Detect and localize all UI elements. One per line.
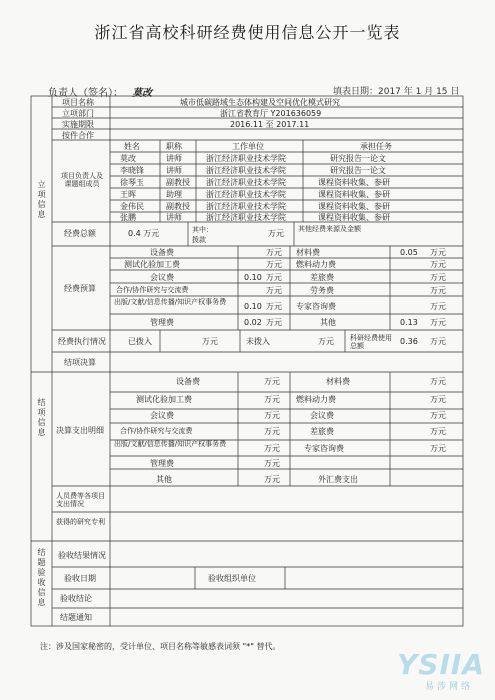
budget-item-value: 0.10 [244, 273, 262, 282]
members-header-title: 职称 [166, 142, 182, 151]
label-project-name: 项目名称 [62, 98, 94, 107]
section-project-info: 立项信息 [37, 180, 46, 220]
budget-right-name: 燃料动力费 [296, 260, 336, 269]
member-unit: 浙江经济职业技术学院 [206, 154, 286, 163]
member-name: 张鹏 [120, 213, 136, 222]
member-title: 副教授 [166, 202, 190, 211]
label-members: 项目负责人及课题组成员 [61, 172, 103, 188]
budget-item-name: 管理费 [150, 318, 174, 327]
budget-item-name: 会议费 [150, 273, 174, 282]
budget-item-unit: 万元 [266, 286, 282, 295]
member-name: 李晓锋 [120, 166, 144, 175]
member-task: 课程资料收集、参研 [318, 178, 390, 187]
member-unit: 浙江经济职业技术学院 [206, 213, 286, 222]
budget-right-unit: 万元 [430, 302, 446, 311]
section-settlement: 结项信息 [37, 398, 46, 438]
budget-right-value: 0.13 [400, 318, 418, 327]
section-acceptance: 结题验收信息 [37, 548, 46, 608]
budget-right-unit: 万元 [430, 248, 446, 257]
member-name: 徐琴玉 [120, 178, 144, 187]
budget-item-name: 测试化验加工费 [124, 260, 180, 269]
expense-left: 设备费 [176, 377, 200, 386]
watermark-sub: 易涉网络 [425, 682, 474, 692]
footer-note: 注：涉及国家秘密的，受计单位、项目名称等敏感表词须 "*" 替代。 [40, 642, 281, 651]
label-funding-total: 经费总额 [64, 229, 96, 238]
budget-item-name: 设备费 [150, 248, 174, 257]
budget-item-unit: 万元 [266, 318, 282, 327]
budget-item-unit: 万元 [266, 273, 282, 282]
expense-unit: 万元 [430, 444, 446, 453]
expense-right: 差旅费 [310, 427, 334, 436]
expense-unit: 万元 [264, 444, 280, 453]
label-acceptance-conclusion: 验收结论 [60, 594, 92, 603]
expense-left: 测试化验加工费 [136, 395, 192, 404]
label-output-1: 人员费等各项目支出情况 [56, 492, 105, 508]
budget-right-name: 劳务费 [310, 286, 334, 295]
execution-unallocated-unit: 万元 [318, 337, 334, 346]
label-settlement: 结项决算 [64, 358, 96, 367]
member-unit: 浙江经济职业技术学院 [206, 202, 286, 211]
member-name: 莫改 [120, 154, 136, 163]
budget-right-value: 0.05 [400, 248, 418, 257]
budget-right-name: 材料费 [296, 248, 320, 257]
value-project-name: 城市低碳路域生态体构建及空间优化模式研究 [180, 98, 340, 107]
member-task: 研究报告一论文 [330, 166, 386, 175]
expense-unit: 万元 [264, 377, 280, 386]
expense-right: 外汇费支出 [318, 475, 358, 484]
execution-allocated-unit: 万元 [202, 337, 218, 346]
execution-total-unit: 万元 [430, 337, 446, 346]
execution-total-value: 0.36 [400, 337, 418, 346]
member-unit: 浙江经济职业技术学院 [206, 166, 286, 175]
expense-unit: 万元 [264, 411, 280, 420]
execution-total-label: 科研经费使用总额 [350, 334, 392, 350]
label-department: 立项部门 [62, 109, 94, 118]
label-acceptance-result: 验收结果情况 [58, 551, 106, 560]
responsible-label: 负责人（签名）： [48, 88, 123, 99]
expense-unit: 万元 [264, 395, 280, 404]
label-acceptance-unit: 验收组织单位 [208, 574, 256, 583]
expense-right: 材料费 [326, 377, 350, 386]
budget-item-unit: 万元 [266, 302, 282, 311]
member-title: 讲师 [166, 154, 182, 163]
label-other-funding: 其他经费来源及金额 [298, 225, 361, 233]
member-unit: 浙江经济职业技术学院 [206, 178, 286, 187]
execution-unallocated-label: 未拨入 [246, 337, 270, 346]
members-header-unit: 工作单位 [232, 142, 264, 151]
label-execution: 经费执行情况 [58, 337, 106, 346]
label-completion-notice: 结题通知 [60, 613, 92, 622]
signature: 莫改 [132, 88, 153, 99]
label-acceptance-date: 验收日期 [64, 574, 96, 583]
expense-left: 其他 [156, 475, 172, 484]
funding-unit: 万元 [268, 229, 284, 238]
budget-item-unit: 万元 [266, 260, 282, 269]
expense-left: 会议费 [150, 411, 174, 420]
watermark-logo [395, 648, 490, 693]
member-title: 副教授 [166, 178, 190, 187]
budget-right-unit: 万元 [430, 286, 446, 295]
expense-right: 专家咨询费 [304, 444, 344, 453]
budget-item-value: 0.02 [244, 318, 262, 327]
member-task: 课程资料收集、参研 [318, 202, 390, 211]
budget-right-unit: 万元 [430, 260, 446, 269]
member-name: 王晖 [120, 190, 136, 199]
expense-unit: 万元 [430, 377, 446, 386]
expense-left: 合作/协作研究与交流费 [120, 427, 193, 435]
funding-sub-label-2: 拨款 [192, 236, 206, 244]
member-unit: 浙江经济职业技术学院 [206, 190, 286, 199]
expense-right: 会议费 [310, 411, 334, 420]
expense-unit: 万元 [264, 427, 280, 436]
expense-left: 管理费 [150, 459, 174, 468]
expense-left: 出版/文献/信息传播/知识产权事务费 [114, 440, 227, 448]
execution-allocated-label: 已拨入 [128, 337, 152, 346]
fill-date: 填表日期：2017 年 1 月 15 日 [333, 87, 460, 97]
member-task: 课程资料收集、参研 [318, 213, 390, 222]
member-name: 金伟民 [120, 202, 144, 211]
expense-unit: 万元 [430, 427, 446, 436]
value-funding-total: 0.4 万元 [128, 229, 160, 238]
expense-unit: 万元 [264, 459, 280, 468]
member-task: 研究报告一论文 [330, 154, 386, 163]
value-department: 浙江省教育厅 Y201636059 [220, 109, 322, 118]
budget-right-name: 差旅费 [310, 273, 334, 282]
budget-item-name: 合作/协作研究与交流费 [116, 286, 189, 294]
members-header-name: 姓名 [124, 142, 140, 151]
member-title: 讲师 [166, 166, 182, 175]
expense-unit: 万元 [430, 411, 446, 420]
expense-right: 燃料动力费 [296, 395, 336, 404]
expense-unit: 万元 [264, 475, 280, 484]
page-title: 浙江省高校科研经费使用信息公开一览表 [94, 23, 401, 42]
member-title: 助理 [166, 190, 182, 199]
label-budget: 经费预算 [64, 284, 96, 293]
label-expense-detail: 决算支出明细 [56, 426, 104, 435]
funding-sub-label-1: 其中： [192, 226, 213, 234]
label-output-2: 获得的研究专利 [56, 518, 105, 526]
budget-item-name: 出版/文献/信息传播/知识产权事务费 [114, 298, 227, 306]
budget-right-name: 其他 [320, 318, 336, 327]
value-period: 2016.11 至 2017.11 [230, 120, 310, 129]
label-cooperation: 按件合作 [62, 131, 94, 140]
budget-item-value: 0.10 [244, 302, 262, 311]
member-title: 讲师 [166, 213, 182, 222]
budget-right-unit: 万元 [430, 318, 446, 327]
budget-item-unit: 万元 [266, 248, 282, 257]
watermark-mark: YSIIA [397, 648, 485, 681]
budget-right-unit: 万元 [430, 273, 446, 282]
members-header-task: 承担任务 [360, 142, 392, 151]
label-period: 实施期限 [62, 120, 94, 129]
budget-right-name: 专家咨询费 [296, 302, 336, 311]
member-task: 课程资料收集、参研 [318, 190, 390, 199]
expense-unit: 万元 [430, 395, 446, 404]
